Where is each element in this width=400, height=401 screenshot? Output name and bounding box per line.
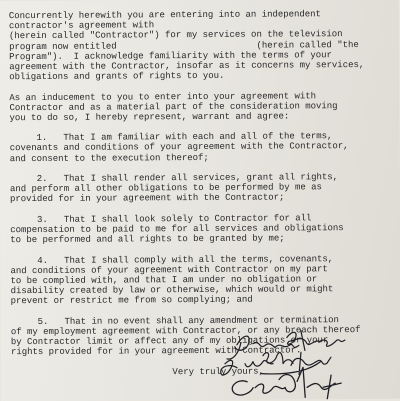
clause-line: disability created by law or otherwise, which would or might <box>10 283 334 297</box>
intro-line: obligations and grants of rights to you. <box>9 69 225 83</box>
clause-line: to be complied with, and that I am under no obligation or <box>10 273 318 287</box>
clause-line: and consent to the execution thereof; <box>9 151 209 164</box>
intro-line: program now entitled (herein called "the <box>9 38 359 52</box>
clause-line: 1. That I am familiar with each and all of the terms, <box>9 130 333 144</box>
clause-3 <box>10 213 393 246</box>
inducement-line: As an inducement to you to enter into your agreement with <box>9 89 317 103</box>
inducement-paragraph <box>9 90 392 123</box>
clause-line: by Contractor limit or affect any of my obligations or your <box>10 334 329 348</box>
clause-line: covenants and conditions of your agreement with the Contractor, <box>9 140 349 154</box>
clause-line: to be performed and all rights to be granted by me; <box>10 232 285 246</box>
clause-5 <box>11 314 394 357</box>
clause-2 <box>10 172 393 205</box>
intro-line: Program"). I acknowledge familiarity with the terms of your <box>9 48 332 62</box>
clause-1 <box>10 131 393 164</box>
inducement-line: you to do so, I hereby represent, warrant and agree: <box>9 110 290 124</box>
clause-line: and conditions of your agreement with Contractor on my part <box>10 262 328 276</box>
clause-line: compensation to be paid to me for all services and obligations <box>10 222 344 236</box>
clause-line: 3. That I shall look solely to Contractor for all <box>10 212 312 225</box>
clause-4 <box>10 253 393 306</box>
clause-line: rights provided for in your agreement with Contractor. <box>10 344 302 358</box>
clause-line: prevent or restrict me from so complying; and <box>10 293 253 307</box>
intro-paragraph <box>9 9 392 83</box>
intro-line: (herein called "Contractor") for my services on the television <box>8 28 343 42</box>
intro-line: Concurrently herewith you are entering into an independent <box>8 8 321 22</box>
clause-line: 4. That I shall comply with all the terms, covenants, <box>10 252 334 266</box>
inducement-line: Contractor and as a material part of the consideration moving <box>9 99 338 113</box>
intro-line: contractor's agreement with <box>8 19 155 32</box>
clause-line: 5. That in no event shall any amendment or termination <box>10 313 339 327</box>
clause-line: of my employment agreement with Contractor, or any breach thereof <box>10 323 361 337</box>
intro-line: agreement with the Contractor, insofar as it concerns my services, <box>9 58 365 73</box>
letter-body <box>9 9 394 378</box>
clause-line: 2. That I shall render all services, grant all rights, <box>9 171 339 185</box>
clause-line: provided for in your agreement with the Contractor; <box>9 191 285 205</box>
closing: Very truly yours, <box>11 365 264 378</box>
clause-line: and perform all other obligations to be performed by me as <box>9 181 322 195</box>
